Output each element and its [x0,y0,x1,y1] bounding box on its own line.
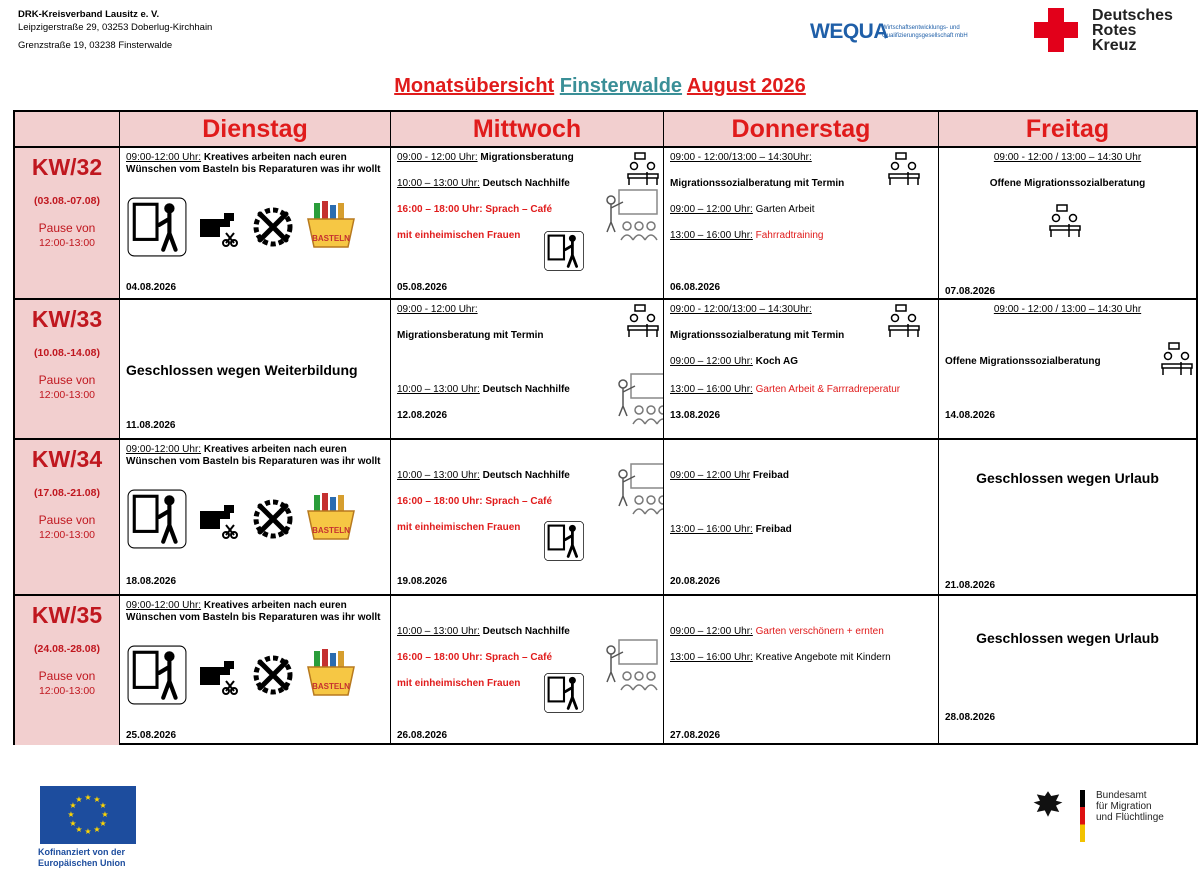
week-label: KW/35 (24.08.-28.08) Pause von 12:00-13:00 [15,596,120,745]
counseling-icon [886,152,922,186]
easel-icon [126,488,188,550]
cell-freitag: 09:00 - 12:00 / 13:00 – 14:30 Uhr Offene Migrationssozialberatung 07.08.2026 [945,152,1146,297]
header-donnerstag: Donnerstag [664,112,939,146]
repair-tools-icon [250,204,296,250]
schedule-table [13,110,1198,745]
cell-donnerstag: 09:00 - 12:00/13:00 – 14:30Uhr: Migrationssozialberatung mit Termin 09:00 – 12:00 Uhr: Garten Arbeit 13:00 – 16:00 Uhr: Fahrradtraining 06.08.2026 [664,148,939,298]
cell-mittwoch: 10:00 – 13:00 Uhr: Deutsch Nachhilfe 16:00 – 18:00 Uhr: Sprach – Café mit einheimischen Frauen 26.08.2026 [391,596,664,745]
week-label: KW/32 (03.08.-07.08) Pause von 12:00-13:00 [15,148,120,298]
easel-icon [126,196,188,258]
counseling-icon [1047,204,1083,241]
classroom-icon [597,188,661,244]
counseling-icon [625,304,661,341]
easel-icon [543,672,585,714]
repair-tools-icon [250,652,296,698]
cell-mittwoch: 09:00 - 12:00 Uhr: Migrationsberatung 10:00 – 13:00 Uhr: Deutsch Nachhilfe 16:00 – 18:00 Uhr: Sprach – Café mit einheimischen Frauen 05.08.2026 [391,148,664,298]
cell-donnerstag: 09:00 – 12:00 Uhr: Garten verschönern + ernten 13:00 – 16:00 Uhr: Kreative Angebote mit Kindern 27.08.2026 [664,596,939,745]
week-label: KW/34 (17.08.-21.08) Pause von 12:00-13:00 [15,440,120,594]
classroom-icon [597,188,661,247]
activity-icons [126,644,358,706]
svg-text:★: ★ [75,795,83,804]
cell-mittwoch: 09:00 - 12:00 Uhr: Migrationsberatung mit Termin 10:00 – 13:00 Uhr: Deutsch Nachhilfe 12.08.2026 [391,300,664,438]
svg-text:★: ★ [99,819,107,828]
svg-text:★: ★ [84,827,92,836]
header-mittwoch: Mittwoch [391,112,664,146]
wequa-wordmark: WEQUA [810,20,888,43]
svg-text:BASTELN: BASTELN [312,526,350,535]
svg-text:BASTELN: BASTELN [312,234,350,243]
week-label: KW/33 (10.08.-14.08) Pause von 12:00-13:00 [15,300,120,438]
cell-dienstag: 09:00-12:00 Uhr: Kreatives arbeiten nach euren Wünschen vom Basteln bis Reparaturen was ihr wollt BASTELN 04.08.2026 [120,148,391,298]
federal-eagle-icon [1032,788,1064,820]
eu-cofunding-logo [38,786,150,869]
sewing-machine-icon [196,655,242,695]
classroom-icon [597,638,661,694]
bamf-logo [1032,786,1192,846]
svg-text:★: ★ [93,795,101,804]
crafts-basket-icon [304,649,358,701]
eu-caption: Kofinanziert von der Europäischen Union [38,847,126,868]
cell-freitag: Geschlossen wegen Urlaub 28.08.2026 [945,630,1159,723]
corner-cell [15,112,120,146]
svg-text:★: ★ [69,801,77,810]
header-freitag: Freitag [939,112,1196,146]
sewing-machine-icon [196,207,242,247]
classroom-icon [597,638,661,697]
cell-mittwoch: 10:00 – 13:00 Uhr: Deutsch Nachhilfe 16:00 – 18:00 Uhr: Sprach – Café mit einheimischen Frauen 19.08.2026 [391,440,664,594]
easel-icon [543,520,585,562]
counseling-icon [886,304,922,338]
red-cross-icon [1032,8,1080,52]
classroom-icon [609,462,664,518]
activity-icons [126,488,358,550]
svg-text:★: ★ [84,793,92,802]
week-row-33 [15,300,1196,440]
cell-donnerstag: 09:00 - 12:00/13:00 – 14:30Uhr: Migrationssozialberatung mit Termin 09:00 – 12:00 Uhr: Koch AG 13:00 – 16:00 Uhr: Garten Arbeit & Farrradreperatur 13.08.2026 [664,300,939,438]
cell-freitag: Geschlossen wegen Urlaub 21.08.2026 [945,470,1159,591]
org-name: DRK-Kreisverband Lausitz e. V. [18,9,160,20]
week-row-35 [15,596,1196,745]
counseling-icon [1159,342,1195,376]
week-row-32 [15,148,1196,300]
org-address-1: Leipzigerstraße 29, 03253 Doberlug-Kirchhain [18,22,213,33]
activity-icons [126,196,358,258]
sewing-machine-icon [196,499,242,539]
easel-icon [543,230,585,272]
counseling-icon [1047,204,1083,238]
svg-text:★: ★ [75,825,83,834]
svg-text:★: ★ [101,810,109,819]
easel-icon [543,230,585,275]
bamf-wordmark: Bundesamt für Migration und Flüchtlinge [1096,790,1164,823]
svg-text:★: ★ [99,801,107,810]
counseling-icon [625,152,661,186]
crafts-basket-icon [304,493,358,545]
svg-text:★: ★ [93,825,101,834]
flag-bar [1080,790,1085,842]
counseling-icon [625,152,661,189]
eu-flag-icon [40,786,136,844]
drk-wordmark: Deutsches Rotes Kreuz [1092,7,1173,54]
counseling-icon [625,304,661,338]
org-address-2: Grenzstraße 19, 03238 Finsterwalde [18,40,173,51]
cell-dienstag: Geschlossen wegen Weiterbildung 11.08.2026 [120,300,391,438]
cell-dienstag: 09:00-12:00 Uhr: Kreatives arbeiten nach euren Wünschen vom Basteln bis Reparaturen was ihr wollt BASTELN 25.08.2026 [120,596,391,745]
easel-icon [543,672,585,717]
svg-text:★: ★ [69,819,77,828]
cell-freitag: 09:00 - 12:00 / 13:00 – 14:30 Uhr Offene Migrationssozialberatung 14.08.2026 [939,300,1196,438]
counseling-icon [1159,342,1195,379]
wequa-subtitle: Wirtschaftsentwicklungs- und Qualifizierungsgesellschaft mbH [882,25,968,39]
header-dienstag: Dienstag [120,112,391,146]
crafts-basket-icon [304,201,358,253]
cell-dienstag: 09:00-12:00 Uhr: Kreatives arbeiten nach euren Wünschen vom Basteln bis Reparaturen was ihr wollt BASTELN 18.08.2026 [120,440,391,594]
classroom-icon [609,462,664,521]
organisation-address [18,8,212,52]
page-title: Monatsübersicht Finsterwalde August 2026 [394,75,806,97]
easel-icon [126,644,188,706]
header-row [15,112,1196,148]
easel-icon [543,520,585,565]
drk-logo [1030,8,1190,52]
cell-donnerstag: 09:00 – 12:00 Uhr Freibad 13:00 – 16:00 Uhr: Freibad 20.08.2026 [664,440,939,594]
svg-text:BASTELN: BASTELN [312,682,350,691]
week-row-34 [15,440,1196,596]
counseling-icon [886,152,922,189]
repair-tools-icon [250,496,296,542]
svg-text:★: ★ [67,810,75,819]
wequa-logo [810,18,980,52]
classroom-icon [609,372,664,431]
classroom-icon [609,372,664,428]
counseling-icon [886,304,922,341]
